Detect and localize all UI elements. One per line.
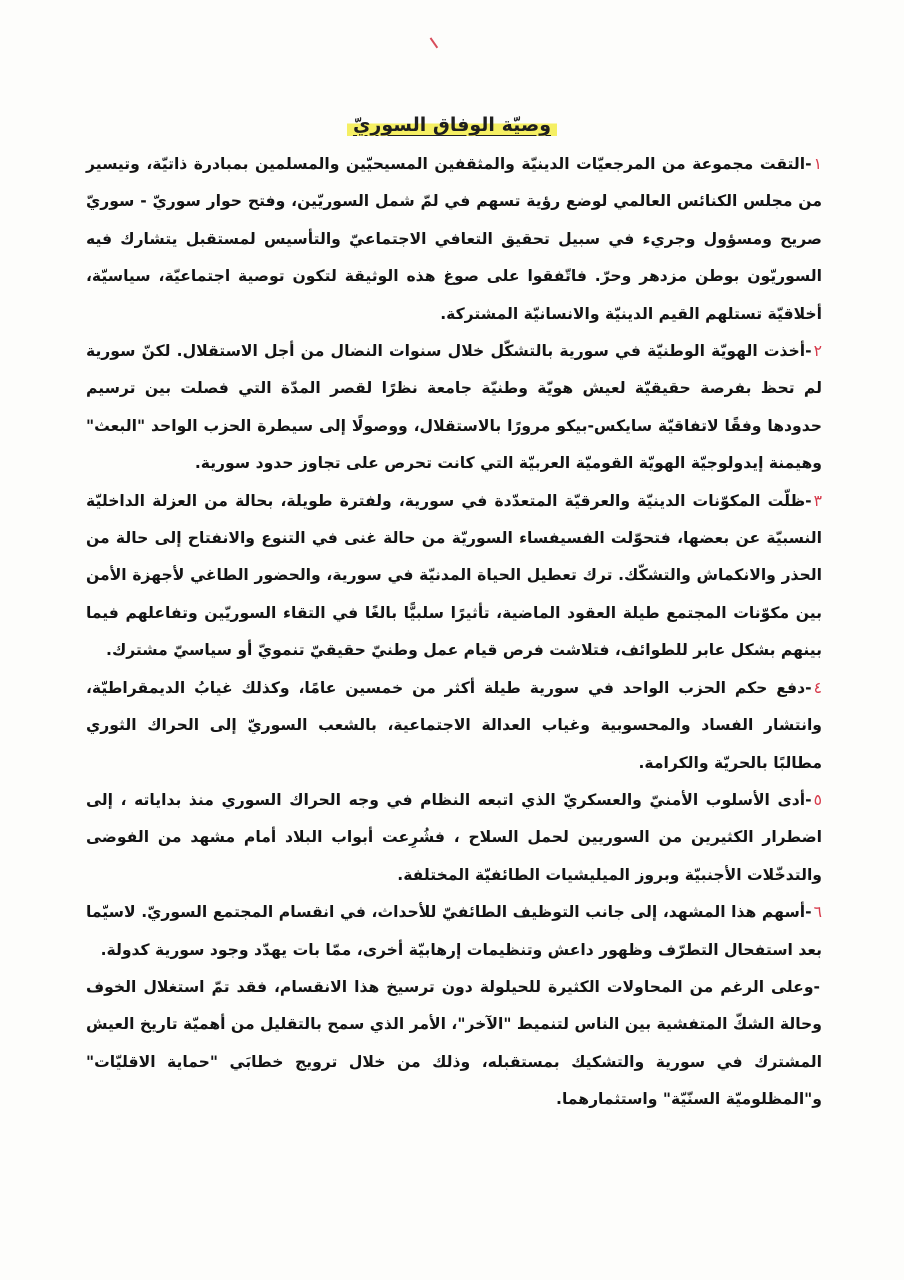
paragraph-7 xyxy=(86,969,822,1119)
paragraph-number: ٤ xyxy=(813,678,822,697)
paragraph-text: -أسهم هذا المشهد، إلى جانب التوظيف الطائفيّ للأحداث، في انقسام المجتمع السوريّ. لاسيّما بعد استفحال التطرّف وظهور داعش وتنظيمات إرهابيّة أخرى، ممّا بات يهدّد وجود سورية كدولة. xyxy=(86,903,822,959)
paragraph-number: ٥ xyxy=(813,790,822,809)
paragraph-3 xyxy=(86,483,822,670)
paragraph-text: -أدى الأسلوب الأمنيّ والعسكريّ الذي اتبعه النظام في وجه الحراك السوري منذ بداياته ، إلى اضطرار الكثيرين من السوريين لحمل السلاح ، فشُرِعت أبواب البلاد أمام مشهد من الفوضى والتدخّلات الأجنبيّة وبروز الميليشيات الطائفيّة المختلفة. xyxy=(86,790,822,884)
paragraph-5 xyxy=(86,782,822,894)
stray-pen-mark xyxy=(430,32,447,49)
paragraph-1 xyxy=(86,146,822,333)
paragraph-6 xyxy=(86,894,822,969)
paragraph-number: ٦ xyxy=(813,903,822,922)
paragraph-text: -أخذت الهويّة الوطنيّة في سورية بالتشكّل خلال سنوات النضال من أجل الاستقلال. لكنّ سورية لم تحظ بفرصة حقيقيّة لعيش هويّة وطنيّة جامعة نظرًا لقصر المدّة التي فصلت بين ترسيم حدودها وفقًا لاتفاقيّة سايكس-بيكو مرورًا بالاستقلال، ووصولًا إلى سيطرة الحزب الواحد "البعث" وهيمنة إيدولوجيّة الهويّة القوميّة العربيّة التي كانت تحرص على تجاوز حدود سورية. xyxy=(86,342,822,473)
paragraph-number: ٣ xyxy=(813,491,822,510)
paragraph-text: -وعلى الرغم من المحاولات الكثيرة للحيلولة دون ترسيخ هذا الانقسام، فقد تمّ استغلال الخوف وحالة الشكّ المتفشية بين الناس لتنميط "الآخر"، الأمر الذي سمح بالتقليل من أهميّة تاريخ العيش المشترك في سورية والتشكيك بمستقبله، وذلك من خلال ترويج خطابَي "حماية الاقليّات" و"المظلوميّة السنّيّة" واستثمارهما. xyxy=(86,977,822,1109)
paragraph-text: -التقت مجموعة من المرجعيّات الدينيّة والمثقفين المسيحيّين والمسلمين بمبادرة ذاتيّة، وتيسير من مجلس الكنائس العالمي لوضع رؤية تسهم في لمّ شمل السوريّين، وفتح حوار سوريّ - سوريّ صريح ومسؤول وجريء في سبيل تحقيق التعافي الاجتماعيّ والتأسيس لمستقبل يتشارك فيه السوريّون بوطن مزدهر وحرّ. فاتّفقوا على صوغ هذه الوثيقة لتكون توصية اجتماعيّة، سياسيّة، أخلاقيّة تستلهم القيم الدينيّة والانسانيّة المشتركة. xyxy=(86,155,822,323)
paragraph-4 xyxy=(86,670,822,782)
paragraph-text: -ظلّت المكوّنات الدينيّة والعرقيّة المتعدّدة في سورية، ولفترة طويلة، بحالة من العزلة الداخليّة النسبيّة عن بعضها، فتحوّلت الفسيفساء السوريّة من حالة غنى في التنوع والانفتاح إلى حالة من الحذر والانكماش والتشكّك. ترك تعطيل الحياة المدنيّة في سورية، والحضور الطاغي لأجهزة الأمن بين مكوّنات المجتمع طيلة العقود الماضية، تأثيرًا سلبيًّا بالغًا في التقاء السوريّين وتفاعلهم فيما بينهم بشكل عابر للطوائف، فتلاشت فرص قيام عمل وطنيّ حقيقيّ تنمويّ أو سياسيّ مشترك. xyxy=(86,491,822,660)
paragraph-number: ٢ xyxy=(813,342,822,361)
title-container xyxy=(0,112,904,138)
paragraph-number: ١ xyxy=(813,155,822,173)
paragraph-2 xyxy=(86,333,822,483)
document-body xyxy=(86,146,822,1119)
document-title: وصيّة الوفاق السوريّ xyxy=(347,112,557,138)
paragraph-text: -دفع حكم الحزب الواحد في سورية طيلة أكثر من خمسين عامًا، وكذلك غيابُ الديمقراطيّة، وانتشار الفساد والمحسوبية وغياب العدالة الاجتماعية، بالشعب السوريّ إلى الحراك الثوري مطالبًا بالحريّة والكرامة. xyxy=(86,678,822,772)
